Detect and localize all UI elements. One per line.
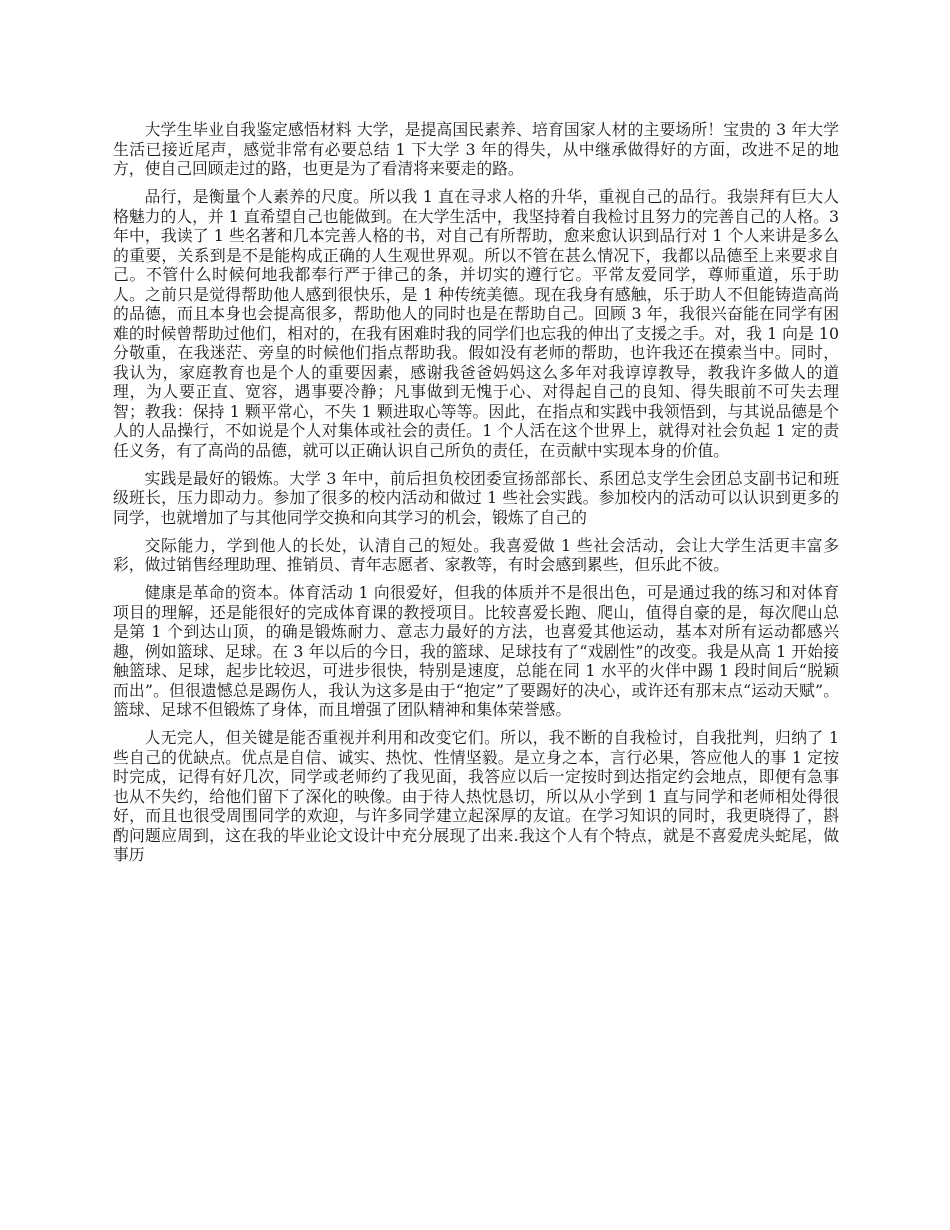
paragraph-intro: 大学生毕业自我鉴定感悟材料 大学，是提高国民素养、培育国家人材的主要场所！宝贵的 3 年大学生活已接近尾声，感觉非常有必要总结 1 下大学 3 年的得失，从中继承做得好的方面，改进不足的地方，使自己回顾走过的路，也更是为了看清将来要走的路。 (113, 120, 839, 178)
document-body (113, 120, 839, 873)
paragraph-health: 健康是革命的资本。体育活动 1 向很爱好，但我的体质并不是很出色，可是通过我的练习和对体育项目的理解，还是能很好的完成体育课的教授项目。比较喜爱长跑、爬山，值得自豪的是，每次爬山总是第 1 个到达山顶，的确是锻炼耐力、意志力最好的方法，也喜爱其他运动，基本对所有运动都感兴趣，例如篮球、足球。在 3 年以后的今日，我的篮球、足球技有了“戏剧性”的改变。我是从高 1 开始接触篮球、足球，起步比较迟，可进步很快，特别是速度，总能在同 1 水平的火伴中踢 1 段时间后“脱颖而出”。但很遗憾总是踢伤人，我认为这多是由于“抱定”了要踢好的决心，或许还有那末点“运动天赋”。篮球、足球不但锻炼了身体，而且增强了团队精神和集体荣誉感。 (113, 583, 839, 719)
paragraph-self-reflection: 人无完人，但关键是能否重视并利用和改变它们。所以，我不断的自我检讨，自我批判，归纳了 1 些自己的优缺点。优点是自信、诚实、热忱、性情坚毅。是立身之本，言行必果，答应他人的事 1 定按时完成，记得有好几次，同学或老师约了我见面，我答应以后一定按时到达指定约会地点，即便有急事也从不失约，给他们留下了深化的映像。由于待人热忱恳切，所以从小学到 1 直与同学和老师相处得很好，而且也很受周围同学的欢迎，与许多同学建立起深厚的友谊。在学习知识的同时，我更晓得了，斟酌问题应周到，这在我的毕业论文设计中充分展现了出来.我这个人有个特点，就是不喜爱虎头蛇尾，做事历 (113, 728, 839, 864)
paragraph-character: 品行，是衡量个人素养的尺度。所以我 1 直在寻求人格的升华，重视自己的品行。我崇拜有巨大人格魅力的人，并 1 直希望自己也能做到。在大学生活中，我坚持着自我检讨且努力的完善自己的人格。3 年中，我读了 1 些名著和几本完善人格的书，对自己有所帮助，愈来愈认识到品行对 1 个人来讲是多么的重要，关系到是不是能构成正确的人生观世界观。所以不管在甚么情况下，我都以品德至上来要求自己。不管什么时候何地我都奉行严于律己的条，并切实的遵行它。平常友爱同学，尊师重道，乐于助人。之前只是觉得帮助他人感到很快乐，是 1 种传统美德。现在我身有感触，乐于助人不但能铸造高尚的品德，而且本身也会提高很多，帮助他人的同时也是在帮助自己。回顾 3 年，我很兴奋能在同学有困难的时候曾帮助过他们，相对的，在我有困难时我的同学们也忘我的伸出了支援之手。对，我 1 向是 10 分敬重，在我迷茫、旁皇的时候他们指点帮助我。假如没有老师的帮助，也许我还在摸索当中。同时，我认为，家庭教育也是个人的重要因素，感谢我爸爸妈妈这么多年对我谆谆教导，教我许多做人的道理，为人要正直、宽容，遇事要冷静；凡事做到无愧于心、对得起自己的良知、得失眼前不可失去理智；教我：保持 1 颗平常心，不失 1 颗进取心等等。因此，在指点和实践中我领悟到，与其说品德是个人的人品操行，不如说是个人对集体或社会的责任。1 个人活在这个世界上，就得对社会负起 1 定的责任义务，有了高尚的品德，就可以正确认识自己所负的责任，在贡献中实现本身的价值。 (113, 187, 839, 460)
paragraph-practice: 实践是最好的锻炼。大学 3 年中，前后担负校团委宣扬部部长、系团总支学生会团总支副书记和班级班长，压力即动力。参加了很多的校内活动和做过 1 些社会实践。参加校内的活动可以认识到更多的同学，也就增加了与其他同学交换和向其学习的机会，锻炼了自己的 (113, 468, 839, 527)
paragraph-social-skills: 交际能力，学到他人的长处，认清自己的短处。我喜爱做 1 些社会活动，会让大学生活更丰富多彩，做过销售经理助理、推销员、青年志愿者、家教等，有时会感到累些，但乐此不彼。 (113, 535, 839, 574)
